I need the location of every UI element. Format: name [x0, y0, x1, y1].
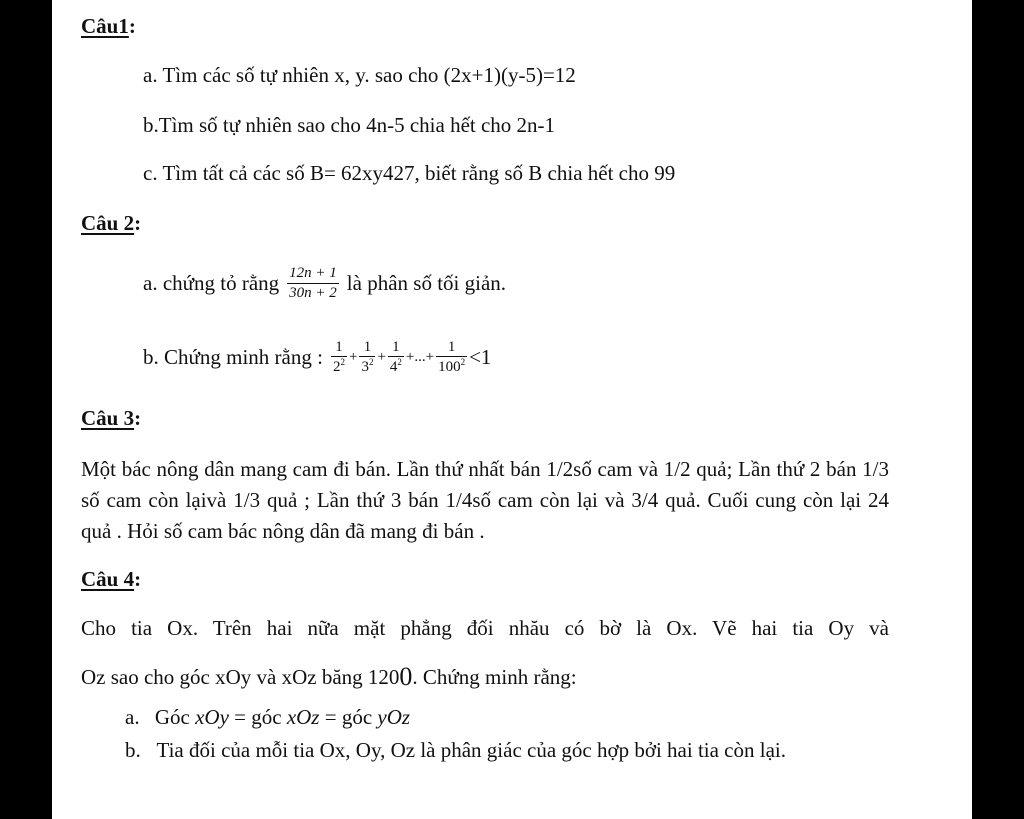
fraction-term — [331, 339, 347, 376]
term-denominator: $4^2$ — [389, 357, 402, 375]
fraction-denominator: 30n + 2 — [289, 284, 337, 301]
fraction-numerator: 12n + 1 — [287, 265, 339, 284]
question-4a — [125, 705, 410, 730]
question-4-line-1: Cho tia Ox. Trên hai nữa mặt phẳng đối nhău có bờ là Ox. Vẽ hai tia Oy và — [81, 616, 889, 640]
question-2a-suffix: là phân số tối giản. — [346, 270, 507, 295]
term-numerator: 1 — [388, 339, 404, 358]
term-denominator: $2^2$ — [332, 357, 345, 375]
question-2-heading: Câu 2: — [81, 211, 142, 235]
question-4b-text: Tia đối của mỗi tia Ox, Oy, Oz là phân giác của góc hợp bởi hai tia còn lại. — [156, 738, 786, 762]
fraction-term — [436, 339, 467, 376]
term-numerator: 1 — [359, 339, 375, 358]
angle-xoy: xOy — [195, 705, 229, 729]
term-denominator: $3^2$ — [361, 357, 374, 375]
item-label: b. — [125, 738, 141, 762]
angle-word: Góc — [154, 705, 190, 729]
plus-sign: + — [377, 348, 386, 365]
fraction-term — [388, 339, 404, 376]
term-denominator: $100^2$ — [438, 357, 466, 375]
question-1c: c. Tìm tất cả các số B= 62xy427, biết rằng số B chia hết cho 99 — [143, 161, 676, 185]
fraction-term — [359, 339, 375, 376]
fraction-12n1-over-30n2 — [287, 265, 339, 301]
question-1a: a. Tìm các số tự nhiên x, y. sao cho (2x+1)(y-5)=12 — [143, 63, 576, 87]
angle-xoz: xOz — [286, 705, 320, 729]
question-1-heading: Câu1: — [81, 14, 136, 38]
question-3-heading: Câu 3: — [81, 406, 142, 430]
equals-angle: = góc — [324, 705, 373, 729]
plus-sign: + — [348, 348, 358, 365]
question-4-line-2 — [81, 650, 577, 690]
question-4-heading: Câu 4: — [81, 567, 142, 591]
angle-yoz: yOz — [377, 705, 411, 729]
term-numerator: 1 — [331, 339, 347, 358]
question-1b: b.Tìm số tự nhiên sao cho 4n-5 chia hết cho 2n-1 — [143, 113, 556, 137]
equals-angle: = góc — [234, 705, 282, 729]
less-than-one: <1 — [469, 344, 492, 369]
question-4b — [125, 732, 890, 768]
ellipsis-sum: +...+ — [405, 348, 435, 365]
document-page — [52, 0, 972, 819]
question-3-text: Một bác nông dân mang cam đi bán. Lần thứ nhất bán 1/2số cam và 1/2 quả; Lần thứ 2 bán 1/3 số cam còn lạivà 1/3 quả ; Lần thứ 3 bán 1/4số cam còn lại và 3/4 quả. Cuối cung còn lại 24 quả . Hỏi số cam bác nông dân đã mang đi bán . — [81, 457, 889, 543]
question-4-line-2-text: Oz sao cho góc xOy và xOz băng 120 — [81, 665, 400, 689]
degree-exponent: 0 — [399, 662, 413, 691]
question-2b — [143, 328, 491, 386]
question-2a-prefix: a. chứng tỏ rằng — [143, 270, 280, 295]
question-2a — [143, 255, 506, 311]
item-label: a. — [125, 705, 140, 729]
question-2b-prefix: b. Chứng minh rằng : — [143, 344, 323, 369]
term-numerator: 1 — [436, 339, 467, 358]
question-4-line-2-suffix: . Chứng minh rằng: — [412, 665, 577, 689]
